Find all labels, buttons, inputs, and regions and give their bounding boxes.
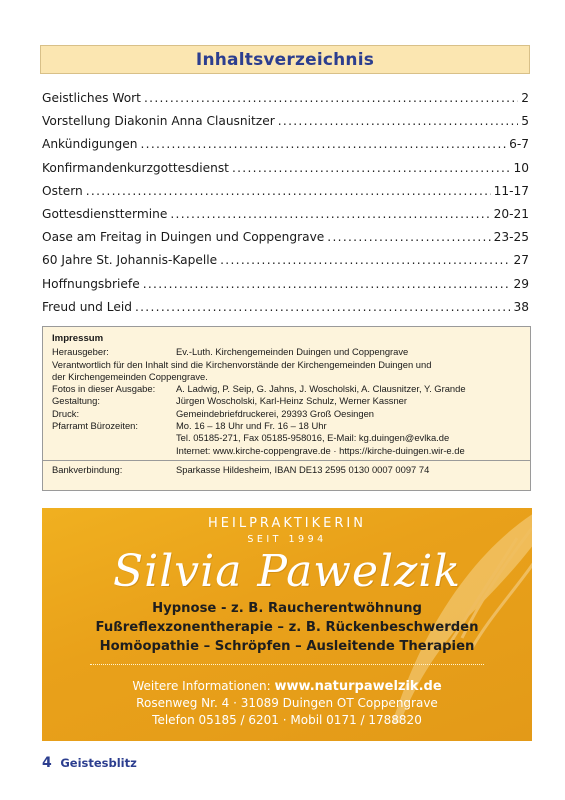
toc-entry-page: 20-21 [493, 206, 529, 221]
impressum-label: Fotos in dieser Ausgabe: [52, 383, 156, 395]
toc-heading: Inhaltsverzeichnis [195, 49, 375, 70]
toc-leader-dots [220, 249, 510, 272]
publication-name: Geistesblitz [60, 756, 137, 770]
toc-entry[interactable] [42, 110, 529, 133]
impressum-label: Druck: [52, 407, 80, 419]
impressum-value: A. Ladwig, P. Seip, G. Jahns, J. Woscholski, A. Clausnitzer, Y. Grande [176, 383, 466, 395]
impressum-internet-value[interactable]: Internet: www.kirche-coppengrave.de · https://kirche-duingen.wir-e.de [176, 444, 465, 456]
page-footer [42, 752, 137, 771]
toc-entry[interactable] [42, 226, 529, 249]
ad-dotted-divider [90, 664, 484, 665]
toc-entry-title: Ostern [42, 183, 83, 198]
toc-leader-dots [144, 87, 518, 110]
advertisement-banner[interactable] [42, 508, 532, 741]
toc-entry-page: 10 [513, 160, 529, 175]
impressum-internet [52, 445, 522, 457]
impressum-title: Impressum [52, 333, 104, 344]
ad-address: Rosenweg Nr. 4 · 31089 Duingen OT Coppengrave [136, 696, 438, 710]
toc-entry-title: Vorstellung Diakonin Anna Clausnitzer [42, 114, 275, 129]
toc-leader-dots [327, 226, 490, 249]
impressum-label: Bankverbindung: [52, 463, 123, 475]
toc-entry-title: Ankündigungen [42, 137, 138, 152]
impressum-value: Ev.-Luth. Kirchengemeinden Duingen und Coppengrave [176, 346, 409, 358]
ad-website-link[interactable]: www.naturpawelzik.de [274, 679, 442, 694]
ad-info-prefix: Weitere Informationen: [132, 679, 271, 693]
toc-leader-dots [143, 273, 511, 296]
impressum-label: Pfarramt Bürozeiten: [52, 420, 138, 432]
toc-entry-title: Freud und Leid [42, 299, 132, 314]
toc-entry-page: 27 [513, 253, 529, 268]
toc-entry-page: 38 [513, 299, 529, 314]
impressum-pfarramt [52, 420, 522, 432]
toc-entry[interactable] [42, 296, 529, 319]
impressum-herausgeber [52, 346, 522, 358]
ad-profession: HEILPRAKTIKERIN [208, 516, 366, 531]
ad-service-line: Hypnose - z. B. Raucherentwöhnung [152, 601, 422, 616]
toc-entry-title: Konfirmandenkurzgottesdienst [42, 160, 229, 175]
toc-entry-title: Gottesdiensttermine [42, 206, 168, 221]
impressum-box [42, 326, 531, 491]
impressum-label: Herausgeber: [52, 346, 109, 358]
impressum-gestaltung [52, 395, 522, 407]
impressum-verantwortlich-cont: der Kirchengemeinden Coppengrave. [52, 370, 208, 382]
impressum-druck [52, 408, 522, 420]
impressum-verantwortlich: Verantwortlich für den Inhalt sind die Kirchenvorstände der Kirchengemeinden Duingen und [52, 358, 432, 370]
toc-entry-page: 11-17 [493, 183, 529, 198]
toc-entry[interactable] [42, 249, 529, 272]
impressum-value: Jürgen Woscholski, Karl-Heinz Schulz, Werner Kassner [176, 395, 407, 407]
toc-leader-dots [86, 180, 491, 203]
impressum-contact-value[interactable]: Tel. 05185-271, Fax 05185-958016, E-Mail: kg.duingen@evlka.de [176, 432, 450, 444]
toc-entry-title: Geistliches Wort [42, 91, 141, 105]
toc-entry[interactable] [42, 180, 529, 203]
toc-entry[interactable] [42, 87, 529, 110]
impressum-value: Gemeindebriefdruckerei, 29393 Groß Oesingen [176, 407, 375, 419]
ad-service-line: Fußreflexzonentherapie – z. B. Rückenbeschwerden [95, 620, 479, 635]
toc-entry-title: Hoffnungsbriefe [42, 276, 140, 291]
toc-leader-dots [135, 296, 511, 319]
table-of-contents [42, 87, 529, 319]
toc-heading-bar [40, 45, 530, 74]
impressum-divider [43, 460, 530, 461]
impressum-contact [52, 432, 522, 444]
toc-leader-dots [170, 203, 490, 226]
toc-leader-dots [140, 133, 506, 156]
toc-leader-dots [278, 110, 519, 133]
impressum-fotos [52, 383, 522, 395]
ad-since: SEIT 1994 [247, 534, 327, 545]
toc-entry-title: 60 Jahre St. Johannis-Kapelle [42, 253, 218, 268]
ad-phone: Telefon 05185 / 6201 · Mobil 0171 / 1788820 [152, 713, 422, 727]
toc-entry[interactable] [42, 133, 529, 156]
toc-leader-dots [232, 157, 511, 180]
toc-entry-title: Oase am Freitag in Duingen und Coppengrave [42, 230, 325, 245]
impressum-value: Mo. 16 – 18 Uhr und Fr. 16 – 18 Uhr [176, 420, 327, 432]
impressum-value: Sparkasse Hildesheim, IBAN DE13 2595 0130 0007 0097 74 [176, 463, 430, 475]
toc-entry[interactable] [42, 203, 529, 226]
toc-entry-page: 5 [521, 114, 529, 129]
ad-practitioner-name: Silvia Pawelzik [113, 546, 461, 597]
toc-entry-page: 29 [513, 276, 529, 291]
ad-service-line: Homöopathie – Schröpfen – Ausleitende Therapien [99, 639, 475, 654]
impressum-bank [52, 464, 522, 476]
ad-info-line [42, 679, 532, 694]
toc-entry-page: 6-7 [509, 137, 529, 152]
impressum-label: Gestaltung: [52, 395, 100, 407]
page-number: 4 [42, 755, 52, 771]
toc-entry[interactable] [42, 273, 529, 296]
toc-entry-page: 2 [521, 91, 529, 105]
toc-entry[interactable] [42, 157, 529, 180]
toc-entry-page: 23-25 [493, 230, 529, 245]
